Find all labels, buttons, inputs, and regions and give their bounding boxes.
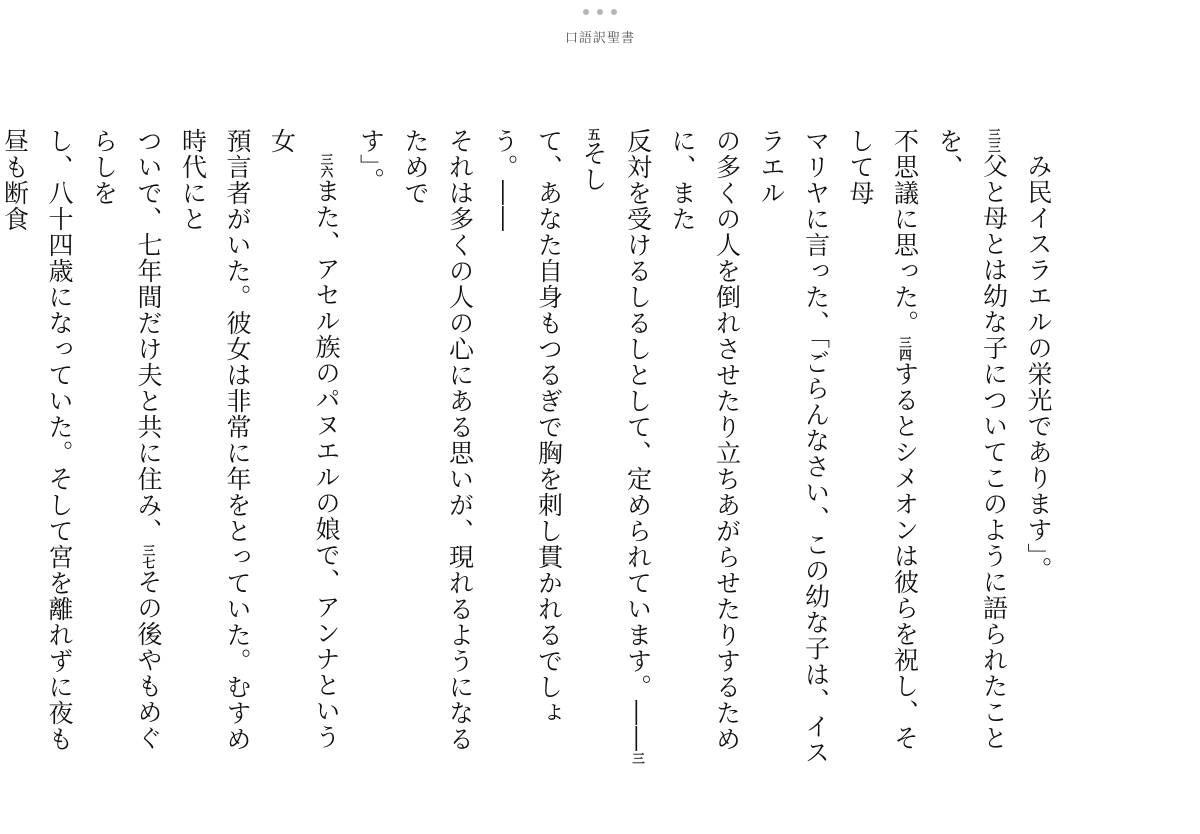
text-line: て、あなた自身もつるぎで胸を刺し貫かれるでしょう。―― <box>490 128 564 726</box>
verse-number: 三五 <box>586 128 646 765</box>
verse-number: 三六 <box>319 153 334 178</box>
verse-number: 三四 <box>897 336 913 361</box>
book-title: 口語訳聖書 <box>564 31 635 46</box>
text-line: 預言者がいた。彼女は非常に年をとっていた。むすめ時代にと <box>178 128 252 752</box>
more-options-icon[interactable] <box>583 9 617 15</box>
text-line: し、八十四歳になっていた。そして宮を離れずに夜も昼も断食 <box>0 128 74 752</box>
text-line: マリヤに言った、「ごらんなさい、この幼な子は、イスラエル <box>757 128 831 766</box>
text-line: す」。 <box>356 128 386 194</box>
dot <box>583 9 589 15</box>
verse-number: 三三 <box>986 128 1002 153</box>
top-bar <box>0 0 1200 50</box>
dot <box>597 9 603 15</box>
text-line: ついで、七年間だけ夫と共に住み、三七その後やもめぐらしを <box>89 128 163 751</box>
text-line: 不思議に思った。三四するとシメオンは彼らを祝し、そして母 <box>846 128 920 751</box>
text-line: の多くの人を倒れさせたり立ちあがらせたりするために、また <box>668 128 742 752</box>
reading-page <box>0 128 1060 768</box>
text-line: 三三父と母とは幼な子についてこのように語られたことを、 <box>935 128 1009 751</box>
verse-number: 三七 <box>141 544 156 569</box>
text-line: それは多くの人の心にある思いが、現れるようになるためで <box>401 128 475 752</box>
text-line: 三六また、アセル族のパヌエルの娘で、アンナという女 <box>267 128 341 750</box>
text-line: 反対を受けるしるしとして、定められています。――三五そし <box>579 128 653 765</box>
dot <box>611 9 617 15</box>
text-line: み民イスラエルの栄光であります」。 <box>1024 153 1053 583</box>
